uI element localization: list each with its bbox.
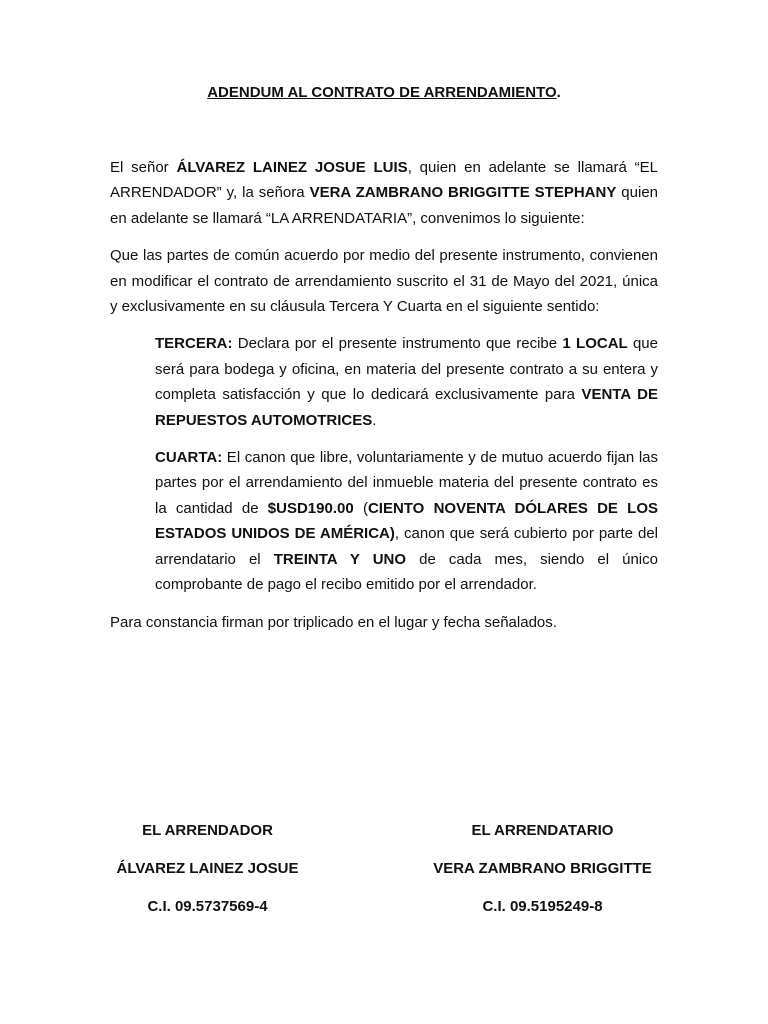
- signature-left-name: ÁLVAREZ LAINEZ JOSUE: [116, 860, 299, 877]
- intro-text-1: El señor: [110, 159, 177, 176]
- signature-left-id: C.I. 09.5737569-4: [147, 898, 268, 915]
- tercera-text-1: Declara por el presente instrumento que recibe: [232, 335, 563, 353]
- cuarta-text-4: de cada mes, siendo el único comprobante de pago el recibo emitido por el arrendador.: [155, 550, 658, 594]
- arrendador-name: ÁLVAREZ LAINEZ JOSUE LUIS: [176, 159, 408, 176]
- tercera-uso: VENTA DE REPUESTOS AUTOMOTRICES: [155, 386, 658, 429]
- tercera-text-2: que será para bodega y oficina, en materia del presente contrato a su entera y completa satisfacción y que lo dedicará exclusivamente para: [155, 335, 658, 404]
- closing-paragraph: Para constancia firman por triplicado en el lugar y fecha señalados.: [110, 613, 557, 631]
- intro-text-2: , quien en adelante se llamará “EL ARRENDADOR” y, la señora: [110, 159, 659, 202]
- agreement-paragraph: Que las partes de común acuerdo por medio del presente instrumento, convienen en modificar el contrato de arrendamiento suscrito el 31 de Mayo del 2021, única y exclusivamente en su cláusula Tercera Y Cuarta en el siguiente sentido:: [110, 247, 658, 316]
- clause-cuarta: [155, 445, 658, 597]
- cuarta-amount-words: CIENTO NOVENTA DÓLARES DE LOS ESTADOS UNIDOS DE AMÉRICA): [155, 499, 658, 543]
- title-suffix: .: [556, 84, 561, 101]
- cuarta-day: TREINTA Y UNO: [273, 550, 407, 568]
- document-title: [0, 84, 768, 101]
- arrendataria-name: VERA ZAMBRANO BRIGGITTE STEPHANY: [309, 184, 617, 202]
- cuarta-text-3: , canon que será cubierto por parte del arrendatario el: [155, 525, 658, 568]
- intro-text-3: quien en adelante se llamará “LA ARRENDATARIA”, convenimos lo siguiente:: [110, 184, 659, 227]
- cuarta-text-1: El canon que libre, voluntariamente y de mutuo acuerdo fijan las partes por el arrendamiento del inmueble materia del presente contrato es la cantidad de: [155, 449, 658, 517]
- signature-right-id: C.I. 09.5195249-8: [482, 898, 603, 915]
- clause-tercera: [155, 331, 658, 433]
- title-text: ADENDUM AL CONTRATO DE ARRENDAMIENTO: [207, 84, 557, 101]
- tercera-label: TERCERA:: [155, 335, 233, 353]
- tercera-text-3: .: [372, 411, 377, 429]
- tercera-local: 1 LOCAL: [562, 335, 628, 353]
- signature-right-role: EL ARRENDATARIO: [471, 822, 614, 839]
- signature-left-role: EL ARRENDADOR: [142, 822, 273, 839]
- cuarta-amount: $USD190.00: [267, 499, 354, 517]
- signature-right-name: VERA ZAMBRANO BRIGGITTE: [433, 860, 652, 877]
- cuarta-text-2: (: [353, 499, 368, 517]
- document-body: [110, 155, 658, 647]
- cuarta-label: CUARTA:: [155, 449, 223, 467]
- intro-paragraph: [110, 155, 658, 231]
